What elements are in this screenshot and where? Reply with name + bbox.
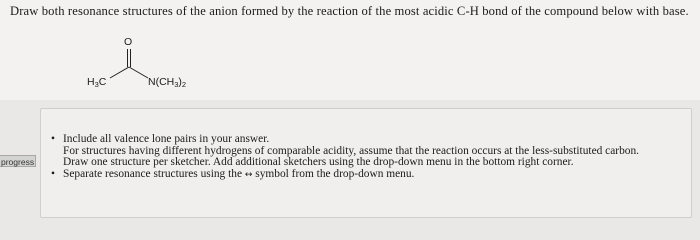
- resonance-arrow-icon: ↔: [244, 169, 253, 180]
- carbon-nitrogen-bond: [129, 67, 148, 78]
- methyl-carbon-bond: [110, 67, 129, 78]
- bullet-icon: •: [51, 133, 55, 145]
- instructions-panel: [40, 108, 692, 218]
- instructions-list: [51, 134, 639, 181]
- oxygen-atom: O: [124, 36, 133, 48]
- instruction-item: [51, 169, 639, 182]
- instruction-text: Draw one structure per sketcher. Add additional sketchers using the drop-down menu in the bottom right corner.: [63, 156, 574, 168]
- bullet-icon: •: [51, 167, 55, 180]
- question-text: Draw both resonance structures of the anion formed by the reaction of the most acidic C-H bond of the compound below with base.: [10, 4, 689, 18]
- progress-tab[interactable]: progress: [1, 157, 35, 167]
- methyl-group: $H_3C$: [87, 76, 107, 89]
- compound-structure: [80, 36, 230, 96]
- dimethylamino-group: $N(CH_3)_2$: [148, 76, 187, 89]
- instruction-text: symbol from the drop-down menu.: [252, 167, 415, 180]
- instruction-text: Separate resonance structures using the: [63, 167, 245, 180]
- instruction-text: For structures having different hydrogens of comparable acidity, assume that the reaction occurs at the less-substituted carbon.: [63, 144, 639, 157]
- instruction-text: Include all valence lone pairs in your answer.: [63, 133, 270, 145]
